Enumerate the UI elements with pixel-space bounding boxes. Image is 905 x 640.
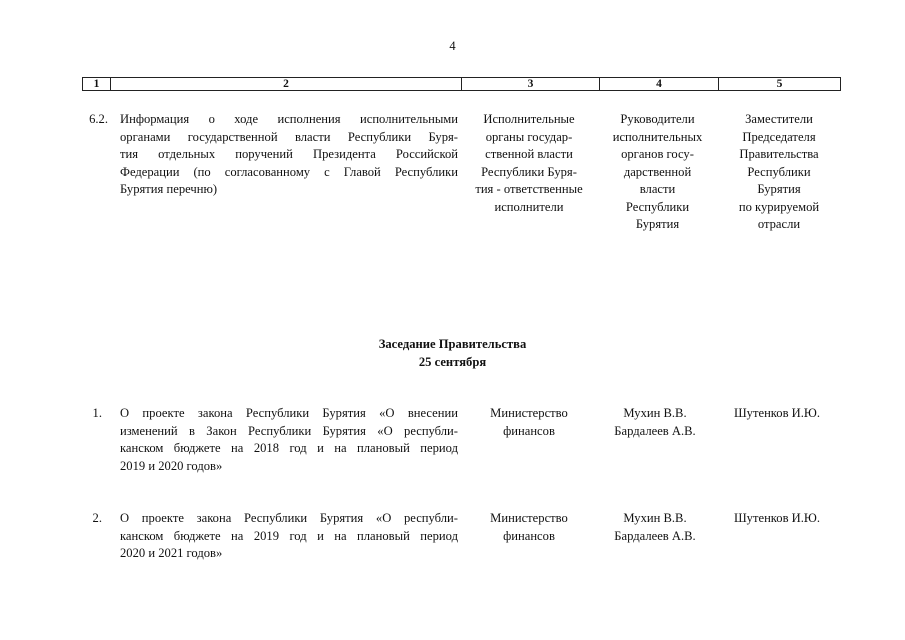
section-date: 25 сентября: [418, 354, 487, 369]
item-number: 1.: [92, 406, 102, 420]
responsible-heads: Мухин В.В. Бардалеев А.В.: [614, 406, 696, 438]
responsible-executors: Исполнительные органы государ- ственной власти Республики Буря- тия - ответственные исполнители: [475, 112, 583, 214]
item-text: Информация о ходе исполнения исполнительными органами государственной власти Республики Буря- тия отдельных поручений Президента Российской Федерации (по согласованному с Главой Республики Бурятия перечню): [120, 112, 458, 196]
responsible-deputies: Заместители Председателя Правительства Республики Бурятия по курируемой отрасли: [738, 112, 820, 231]
section-title: Заседание Правительства: [378, 337, 527, 351]
page-number: 4: [449, 39, 456, 53]
responsible-executors: Министерство финансов: [490, 511, 568, 543]
responsible-executors: Министерство финансов: [490, 406, 568, 438]
responsible-heads: Мухин В.В. Бардалеев А.В.: [614, 511, 696, 543]
header-col-1: 1: [83, 78, 111, 91]
item-text: О проекте закона Республики Бурятия «О внесении изменений в Закон Республики Бурятия «О республи- канском бюджете на 2018 год и на плановый период 2019 и 2020 годов»: [120, 406, 458, 473]
column-number-header: [82, 77, 841, 91]
header-col-3: 3: [462, 78, 600, 91]
header-col-5: 5: [719, 78, 841, 91]
responsible-deputies: Шутенков И.Ю.: [733, 511, 821, 525]
item-number: 2.: [92, 511, 102, 525]
responsible-deputies: Шутенков И.Ю.: [733, 406, 821, 420]
header-col-2: 2: [111, 78, 462, 91]
responsible-heads: Руководители исполнительных органов госу- дарственной власти Республики Бурятия: [612, 112, 703, 231]
header-col-4: 4: [600, 78, 719, 91]
section-heading: [0, 336, 905, 371]
item-text: О проекте закона Республики Бурятия «О республи- канском бюджете на 2019 год и на плановый период 2020 и 2021 годов»: [120, 511, 458, 560]
item-number: 6.2.: [89, 112, 108, 126]
